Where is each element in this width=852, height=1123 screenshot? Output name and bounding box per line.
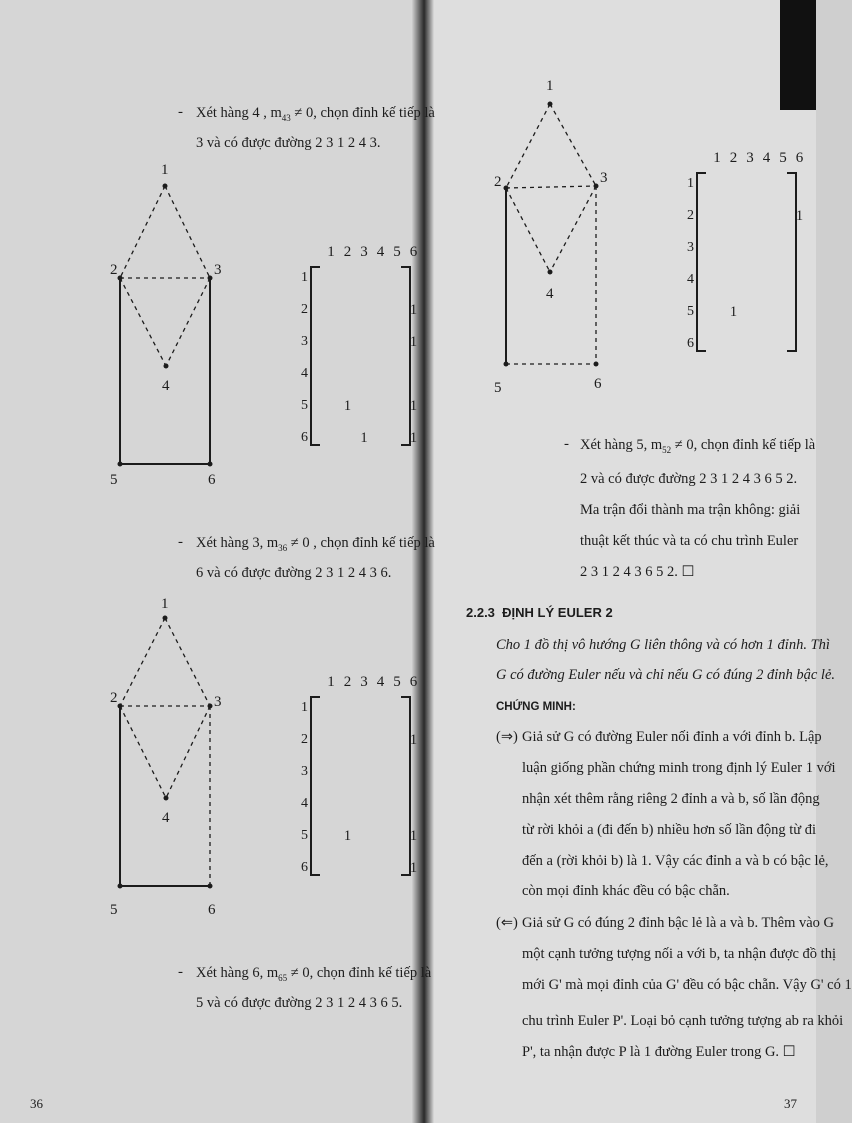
matrix-row-header: 2 [687,208,694,223]
proof1-line: đến a (rời khỏi b) là 1. Vậy các đỉnh a và b có bậc lẻ, [522,853,829,869]
matrix-right-bracket [401,696,411,876]
matrix-row-header: 3 [301,764,308,779]
matrix-row-header: 5 [301,398,308,413]
matrix-row-header: 1 [301,700,308,715]
matrix-row-header: 4 [687,272,694,287]
vertex-label: 4 [162,810,170,826]
matrix-right-bracket [787,172,797,352]
matrix-row-header: 1 [687,176,694,191]
matrix-column-header: 1 [327,674,335,690]
matrix-row-header: 3 [301,334,308,349]
vertex-label: 6 [208,472,216,488]
theorem-line2: G có đường Euler nếu và chỉ nếu G có đúng 2 đỉnh bậc lẻ. [496,667,836,683]
matrix-row-header: 5 [687,304,694,319]
right-para1-line2: 2 và có được đường 2 3 1 2 4 3 6 5 2. [580,471,798,487]
bullet-dash: - [564,436,569,452]
matrix-column-header: 5 [779,150,787,166]
theorem-line1: Cho 1 đồ thị vô hướng G liên thông và có hơn 1 đỉnh. Thì [496,637,830,653]
matrix-column-header: 1 [327,244,335,260]
graph-1 [100,158,230,488]
matrix-row-header: 5 [301,828,308,843]
matrix-column-header: 2 [343,244,352,260]
matrix-cell: 1 [409,860,418,876]
matrix-cell: 1 [409,430,418,446]
proof2-mark: (⇐) [496,915,518,931]
matrix-cell: 1 [409,334,418,350]
matrix-cell: 1 [795,208,804,224]
page-number-left: 36 [30,1096,43,1111]
bullet-dash: - [178,964,183,980]
vertex-label: 1 [161,596,169,612]
right-para1-line1: Xét hàng 5, $m_{52} \ne 0$, chọn đỉnh kế tiếp là [580,437,816,455]
vertex-label: 1 [546,78,554,94]
bullet-dash: - [178,104,183,120]
matrix-column-header: 3 [746,150,754,166]
left-para2-line1: Xét hàng 3, $m_{36} \ne 0$ , chọn đỉnh kế tiếp là [196,535,435,553]
matrix-cell: 1 [409,828,418,844]
vertex-label: 2 [494,174,502,190]
matrix-column-header: 5 [393,244,401,260]
left-para3-line1: Xét hàng 6, $m_{65} \ne 0$, chọn đỉnh kế tiếp là [196,965,432,983]
matrix-left-bracket [310,266,320,446]
matrix-cell: 1 [409,398,418,414]
matrix-column-header: 2 [343,674,352,690]
matrix-row-header: 6 [687,336,694,351]
matrix-cell: 1 [343,828,352,844]
vertex-label: 5 [110,902,118,918]
left-para1-line2: 3 và có được đường 2 3 1 2 4 3. [196,135,381,151]
matrix-cell: 1 [409,302,418,318]
proof2-line: một cạnh tưởng tượng nối a với b, ta nhận được đồ thị [522,946,836,962]
matrix-row-header: 6 [301,860,308,875]
proof1-mark: (⇒) [496,729,518,745]
page-number-right: 37 [784,1096,797,1111]
matrix-cell: 1 [343,398,352,414]
matrix-right-bracket [401,266,411,446]
vertex-label: 4 [546,286,554,302]
matrix-column-header: 6 [795,150,804,166]
matrix-1 [296,244,418,446]
vertex-label: 3 [214,694,222,710]
matrix-column-header: 5 [393,674,401,690]
matrix-2 [296,674,418,876]
proof2-line: Giả sử G có đúng 2 đỉnh bậc lẻ là a và b. Thêm vào G [522,915,835,931]
vertex-label: 3 [214,262,222,278]
vertex-label: 3 [600,170,608,186]
matrix-row-header: 6 [301,430,308,445]
bullet-dash: - [178,534,183,550]
proof1-line: luận giống phần chứng minh trong định lý Euler 1 với [522,760,836,776]
left-para2-line2: 6 và có được đường 2 3 1 2 4 3 6. [196,565,392,581]
matrix-cell: 1 [729,304,738,320]
proof-label: CHỨNG MINH: [496,701,576,713]
proof2-line: P', ta nhận được P là 1 đường Euler trong G. ☐ [522,1044,796,1060]
graph-3 [488,74,618,394]
matrix-column-header: 4 [376,674,385,690]
matrix-row-header: 2 [301,732,308,747]
proof1-line: Giả sử G có đường Euler nối đỉnh a với đỉnh b. Lập [522,729,822,745]
matrix-row-header: 4 [301,796,308,811]
right-para1-line5: 2 3 1 2 4 3 6 5 2. ☐ [580,564,695,580]
matrix-column-header: 4 [376,244,385,260]
matrix-row-header: 2 [301,302,308,317]
graph-2 [100,590,230,920]
matrix-column-header: 3 [360,674,368,690]
matrix-column-header: 6 [409,244,418,260]
vertex-label: 2 [110,262,118,278]
matrix-cell: 1 [409,732,418,748]
vertex-label: 4 [162,378,170,394]
matrix-row-header: 3 [687,240,694,255]
proof1-line: nhận xét thêm rằng riêng 2 đỉnh a và b, số lần động [522,791,820,807]
vertex-label: 1 [161,162,169,178]
proof2-line: chu trình Euler P'. Loại bỏ cạnh tưởng tượng ab ra khỏi [522,1013,844,1029]
proof2-line: mới G' mà mọi đỉnh của G' đều có bậc chẵn. Vậy G' có 1 [522,977,852,993]
matrix-row-header: 4 [301,366,308,381]
matrix-left-bracket [310,696,320,876]
matrix-column-header: 2 [729,150,738,166]
vertex-label: 6 [594,376,602,392]
right-para1-line3: Ma trận đổi thành ma trận không: giải [580,502,801,518]
matrix-column-header: 1 [713,150,721,166]
matrix-column-header: 6 [409,674,418,690]
matrix-cell: 1 [360,430,368,446]
proof1-line: từ rời khỏi a (đi đến b) nhiều hơn số lần động từ đi [522,822,817,838]
matrix-3 [682,150,804,351]
chapter-tab [780,0,816,110]
vertex-label: 2 [110,690,118,706]
matrix-column-header: 4 [762,150,771,166]
matrix-column-header: 3 [360,244,368,260]
vertex-label: 6 [208,902,216,918]
matrix-row-header: 1 [301,270,308,285]
book-gutter [412,0,434,1123]
left-para1-line1: Xét hàng 4 , $m_{43} \ne 0$, chọn đỉnh kế tiếp là [196,105,435,123]
section-heading: 2.2.3 ĐỊNH LÝ EULER 2 [466,605,613,620]
vertex-label: 5 [110,472,118,488]
vertex-label: 5 [494,380,502,396]
right-para1-line4: thuật kết thúc và ta có chu trình Euler [580,533,799,549]
proof1-line: còn mọi đỉnh khác đều có bậc chẵn. [522,883,730,899]
matrix-left-bracket [696,172,706,352]
left-para3-line2: 5 và có được đường 2 3 1 2 4 3 6 5. [196,995,403,1011]
